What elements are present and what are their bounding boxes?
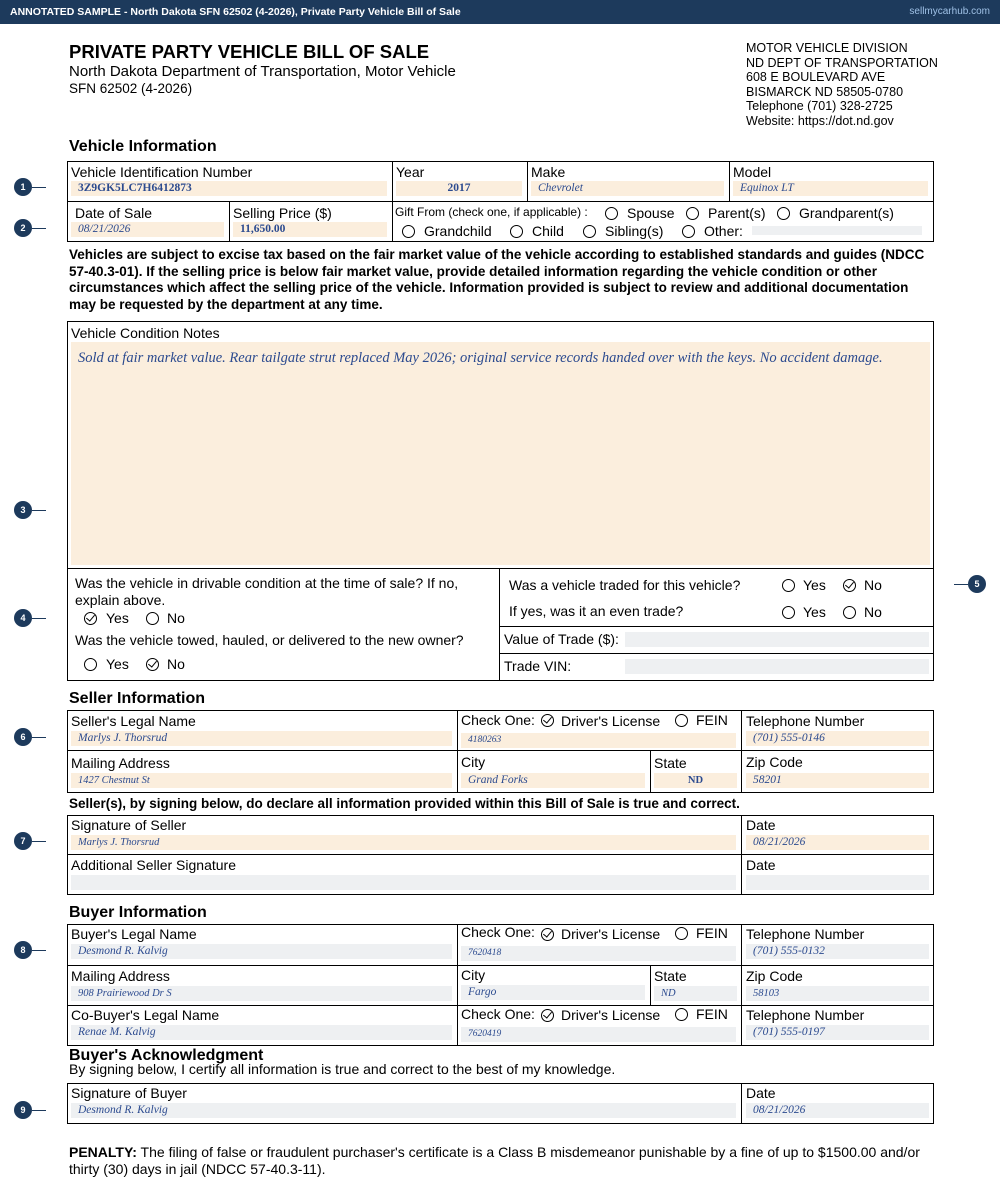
buyer-fein-radio[interactable] <box>675 927 688 940</box>
form-subtitle: North Dakota Department of Transportation, Motor Vehicle <box>69 63 456 80</box>
yes-label: Yes <box>106 610 129 626</box>
marker-leader <box>32 228 46 229</box>
check-one-label: Check One: <box>461 1006 535 1022</box>
banner-site: sellmycarhub.com <box>909 6 990 17</box>
seller-phone-label: Telephone Number <box>746 713 865 729</box>
towed-no-radio[interactable] <box>146 658 159 671</box>
seller-section-title: Seller Information <box>69 690 206 707</box>
annotation-marker: 4 <box>14 609 32 627</box>
annotation-marker: 6 <box>14 728 32 746</box>
traded-question: Was a vehicle traded for this vehicle? <box>509 577 741 593</box>
address-line: MOTOR VEHICLE DIVISION <box>746 41 908 55</box>
marker-leader <box>32 1110 46 1111</box>
vin-label: Vehicle Identification Number <box>71 164 253 180</box>
seller-address-field[interactable]: 1427 Chestnut St <box>71 773 452 788</box>
trade-value-label: Value of Trade ($): <box>504 631 619 647</box>
gift-siblings-radio[interactable] <box>583 225 596 238</box>
year-label: Year <box>396 164 425 180</box>
add-seller-date-label: Date <box>746 857 776 873</box>
towed-question: Was the vehicle towed, hauled, or delivered to the new owner? <box>75 632 464 648</box>
drivable-question: Was the vehicle in drivable condition at the time of sale? If no, explain above. <box>75 575 459 608</box>
add-seller-date-field[interactable] <box>746 875 929 890</box>
ack-title: Buyer's Acknowledgment <box>69 1047 264 1064</box>
ack-text: By signing below, I certify all information is true and correct to the best of my knowledge. <box>69 1061 616 1077</box>
buyer-phone-field[interactable]: (701) 555-0132 <box>746 944 929 959</box>
even-yes-radio[interactable] <box>782 606 795 619</box>
annotation-marker: 2 <box>14 219 32 237</box>
gift-option-label: Sibling(s) <box>605 223 664 239</box>
year-field[interactable]: 2017 <box>396 181 522 196</box>
buyer-city-label: City <box>461 967 486 983</box>
price-field[interactable]: 11,650.00 <box>233 222 387 237</box>
buyer-sig-label: Signature of Buyer <box>71 1085 187 1101</box>
buyer-phone-label: Telephone Number <box>746 926 865 942</box>
marker-leader <box>32 950 46 951</box>
fein-label: FEIN <box>696 1006 728 1022</box>
seller-id-field[interactable]: 4180263 <box>461 733 736 748</box>
seller-sig-label: Signature of Seller <box>71 817 187 833</box>
penalty-notice <box>69 1144 933 1178</box>
seller-name-label: Seller's Legal Name <box>71 713 196 729</box>
model-label: Model <box>733 164 772 180</box>
no-label: No <box>864 577 882 593</box>
fein-label: FEIN <box>696 712 728 728</box>
annotation-banner <box>0 0 1000 24</box>
address-line: Website: https://dot.nd.gov <box>746 113 894 128</box>
buyer-city-field[interactable]: Fargo <box>461 985 645 1000</box>
gift-child-radio[interactable] <box>510 225 523 238</box>
gift-option-label: Spouse <box>627 205 675 221</box>
buyer-signature-field[interactable]: Desmond R. Kalvig <box>71 1103 736 1118</box>
dl-label: Driver's License <box>561 713 661 729</box>
buyer-address-label: Mailing Address <box>71 968 170 984</box>
seller-declaration: Seller(s), by signing below, do declare all information provided within this Bill of Sale is true and correct. <box>69 796 740 811</box>
gift-option-label: Child <box>532 223 564 239</box>
make-label: Make <box>531 164 566 180</box>
seller-zip-field[interactable]: 58201 <box>746 773 929 788</box>
trade-value-field[interactable] <box>625 632 929 647</box>
gift-label: Gift From (check one, if applicable) : <box>395 205 588 219</box>
cobuyer-name-label: Co-Buyer's Legal Name <box>71 1007 220 1023</box>
gift-option-label: Other: <box>704 223 743 239</box>
no-label: No <box>167 656 185 672</box>
add-seller-sig-label: Additional Seller Signature <box>71 857 236 873</box>
address-line: Telephone (701) 328-2725 <box>746 99 893 113</box>
penalty-text: The filing of false or fraudulent purchaser's certificate is a Class B misdemeanor punishable by a fine of up to $1500.00 and/or thirty (30) days in jail (NDCC 57-40.3-11). <box>69 1144 920 1177</box>
buyer-zip-label: Zip Code <box>746 968 803 984</box>
seller-dl-radio[interactable] <box>541 714 554 727</box>
address-line: BISMARCK ND 58505-0780 <box>746 84 904 99</box>
seller-state-label: State <box>654 755 687 771</box>
cobuyer-phone-label: Telephone Number <box>746 1007 865 1023</box>
buyer-id-field[interactable]: 7620418 <box>461 946 736 961</box>
condition-notes-field[interactable]: Sold at fair market value. Rear tailgate strut replaced May 2026; original service records handed over with the keys. No accident damage. <box>71 342 930 565</box>
marker-leader <box>32 618 46 619</box>
drivable-yes-radio[interactable] <box>84 612 97 625</box>
seller-city-label: City <box>461 754 486 770</box>
model-field[interactable]: Equinox LT <box>733 181 928 196</box>
seller-phone-field[interactable]: (701) 555-0146 <box>746 731 929 746</box>
address-line: ND DEPT OF TRANSPORTATION <box>746 55 938 70</box>
towed-yes-radio[interactable] <box>84 658 97 671</box>
price-label: Selling Price ($) <box>233 205 332 221</box>
marker-leader <box>32 737 46 738</box>
even-trade-question: If yes, was it an even trade? <box>509 603 684 619</box>
buyer-sig-date-field[interactable]: 08/21/2026 <box>746 1103 929 1118</box>
seller-date-label: Date <box>746 817 776 833</box>
form-title: PRIVATE PARTY VEHICLE BILL OF SALE <box>69 41 430 62</box>
annotation-marker: 7 <box>14 832 32 850</box>
sale-date-field[interactable]: 08/21/2026 <box>71 222 224 237</box>
buyer-name-label: Buyer's Legal Name <box>71 926 197 942</box>
trade-vin-label: Trade VIN: <box>504 658 572 674</box>
no-label: No <box>167 610 185 626</box>
gift-grandparents-radio[interactable] <box>777 207 790 220</box>
marker-leader <box>32 841 46 842</box>
gift-option-label: Parent(s) <box>708 205 766 221</box>
form-number: SFN 62502 (4-2026) <box>69 81 193 96</box>
annotation-marker: 3 <box>14 501 32 519</box>
drivable-no-radio[interactable] <box>146 612 159 625</box>
annotation-marker: 9 <box>14 1101 32 1119</box>
buyer-section-title: Buyer Information <box>69 904 207 921</box>
seller-name-field[interactable]: Marlys J. Thorsrud <box>71 731 452 746</box>
cobuyer-id-field[interactable]: 7620419 <box>461 1027 736 1042</box>
dl-label: Driver's License <box>561 1007 661 1023</box>
annotation-marker: 1 <box>14 178 32 196</box>
dot-address <box>746 41 938 128</box>
banner-text: ANNOTATED SAMPLE - North Dakota SFN 62502 (4-2026), Private Party Vehicle Bill of Sale <box>10 6 461 18</box>
penalty-label: PENALTY: <box>69 1144 137 1160</box>
condition-label: Vehicle Condition Notes <box>71 325 220 341</box>
cobuyer-dl-radio[interactable] <box>541 1009 554 1022</box>
dl-label: Driver's License <box>561 926 661 942</box>
seller-city-field[interactable]: Grand Forks <box>461 773 645 788</box>
annotation-marker: 5 <box>968 575 986 593</box>
yes-label: Yes <box>803 577 826 593</box>
yes-label: Yes <box>106 656 129 672</box>
seller-state-field[interactable]: ND <box>654 773 737 788</box>
seller-signature-field[interactable]: Marlys J. Thorsrud <box>71 835 736 850</box>
buyer-state-field[interactable]: ND <box>654 986 737 1001</box>
fein-label: FEIN <box>696 925 728 941</box>
cobuyer-phone-field[interactable]: (701) 555-0197 <box>746 1025 929 1040</box>
vehicle-section-title: Vehicle Information <box>69 138 217 155</box>
make-field[interactable]: Chevrolet <box>531 181 724 196</box>
buyer-dl-radio[interactable] <box>541 928 554 941</box>
address-line: 608 E BOULEVARD AVE <box>746 70 886 84</box>
seller-address-label: Mailing Address <box>71 755 170 771</box>
yes-label: Yes <box>803 604 826 620</box>
trade-vin-field[interactable] <box>625 659 929 674</box>
buyer-name-field[interactable]: Desmond R. Kalvig <box>71 944 452 959</box>
gift-option-label: Grandparent(s) <box>799 205 894 221</box>
buyer-zip-field[interactable]: 58103 <box>746 986 929 1001</box>
add-seller-sig-field[interactable] <box>71 875 736 890</box>
no-label: No <box>864 604 882 620</box>
seller-zip-label: Zip Code <box>746 754 803 770</box>
buyer-address-field[interactable]: 908 Prairiewood Dr S <box>71 986 452 1001</box>
seller-sig-date-field[interactable]: 08/21/2026 <box>746 835 929 850</box>
gift-other-field[interactable] <box>752 226 922 235</box>
gift-spouse-radio[interactable] <box>605 207 618 220</box>
traded-no-radio[interactable] <box>843 579 856 592</box>
marker-leader <box>32 187 46 188</box>
gift-other-radio[interactable] <box>682 225 695 238</box>
excise-tax-notice: Vehicles are subject to excise tax based on the fair market value of the vehicle according to established standards and guides (NDCC 57-40.3-01). If the selling price is below fair market value, provide detailed information regarding the vehicle condition or other circumstances which affect the selling price of the vehicle. Information provided is subject to review and additional documentation may be requested by the department at any time. <box>69 247 925 312</box>
annotation-marker: 8 <box>14 941 32 959</box>
gift-parents-radio[interactable] <box>686 207 699 220</box>
cobuyer-name-field[interactable]: Renae M. Kalvig <box>71 1025 452 1040</box>
marker-leader <box>32 510 46 511</box>
cobuyer-fein-radio[interactable] <box>675 1008 688 1021</box>
traded-yes-radio[interactable] <box>782 579 795 592</box>
seller-fein-radio[interactable] <box>675 714 688 727</box>
check-one-label: Check One: <box>461 712 535 728</box>
vin-field[interactable]: 3Z9GK5LC7H6412873 <box>71 181 387 196</box>
even-no-radio[interactable] <box>843 606 856 619</box>
gift-grandchild-radio[interactable] <box>402 225 415 238</box>
sale-date-label: Date of Sale <box>75 205 153 221</box>
marker-leader <box>954 584 968 585</box>
buyer-state-label: State <box>654 968 687 984</box>
gift-option-label: Grandchild <box>424 223 492 239</box>
check-one-label: Check One: <box>461 924 535 940</box>
buyer-date-label: Date <box>746 1085 776 1101</box>
